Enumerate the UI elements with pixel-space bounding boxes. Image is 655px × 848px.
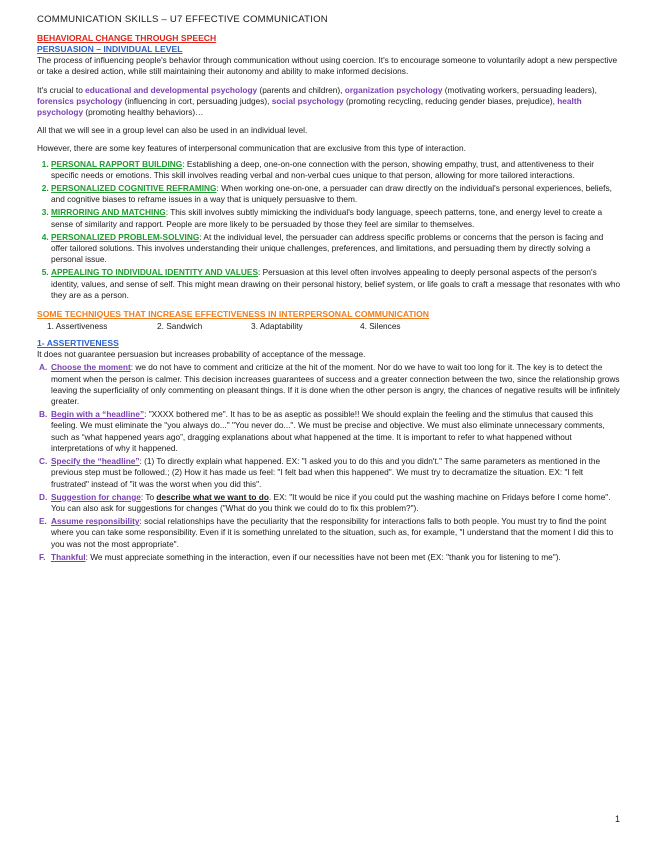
- techniques-title-text: SOME TECHNIQUES THAT INCREASE EFFECTIVENESS IN INTERPERSONAL COMMUNICATION: [37, 309, 429, 320]
- step-item: [37, 362, 622, 407]
- keyword: social psychology: [271, 95, 344, 106]
- feature-label: PERSONALIZED COGNITIVE REFRAMING: [51, 183, 217, 194]
- document-header: COMMUNICATION SKILLS – U7 EFFECTIVE COMMUNICATION: [37, 14, 328, 25]
- technique-item: 1. Assertiveness: [47, 321, 108, 332]
- step-text: : social relationships have the peculiarity that the responsibility for interactions falls to both people. You must try to find the point where you can take some responsibility. Even if it is something unrelated to the situation, such as, for example, "I understand that the moment I did this to you was not the most appropriate".: [51, 516, 614, 549]
- subsection-title: [37, 44, 622, 55]
- step-item: [37, 409, 622, 454]
- feature-text: : When working one-on-one, a persuader can draw directly on the individual's personal experiences, beliefs, and cognitive biases to reframe issues in a way that is uniquely persuasive to them.: [51, 183, 612, 205]
- step-item: [37, 492, 622, 514]
- step-item: [37, 456, 622, 490]
- step-text: : (1) To directly explain what happened. EX: "I asked you to do this and you didn't." The same parameters as mentioned in the previous step must be followed.; (2) How it has made us feel: "I felt bad when this happened". We must try to decramatize the situation. EX: "I felt frustrated" instead of "it was the worst when you did this".: [51, 456, 601, 489]
- step-label: Suggestion for change: [51, 491, 141, 502]
- feature-label: MIRRORING AND MATCHING: [51, 207, 166, 218]
- step-text: : We must appreciate something in the interaction, even if our necessities have not been met (EX: "thank you for listening to me").: [85, 551, 561, 562]
- technique-item: 3. Adaptability: [251, 321, 303, 332]
- step-marker: E.: [39, 516, 47, 527]
- feature-item: [51, 183, 622, 205]
- text-run: (promoting healthy behaviors)…: [83, 107, 204, 118]
- feature-label: PERSONAL RAPPORT BUILDING: [51, 158, 183, 169]
- techniques-title: [37, 309, 622, 320]
- step-label: Assume responsibility: [51, 516, 140, 527]
- keyword: forensics psychology: [37, 95, 123, 106]
- technique-item: 4. Silences: [360, 321, 401, 332]
- document-page: [37, 14, 622, 565]
- text-run: (motivating workers, persuading leaders),: [442, 84, 597, 95]
- assertiveness-steps: [37, 362, 622, 562]
- feature-item: [51, 207, 622, 229]
- step-marker: B.: [39, 409, 48, 420]
- technique-item: 2. Sandwich: [157, 321, 203, 332]
- feature-text: : Establishing a deep, one-on-one connection with the person, showing empathy, trust, and attentiveness to their specific needs or emotions. This skill involves reading verbal and non-verbal cues unique to that person, allowing for more tailored interactions.: [51, 158, 594, 180]
- step-text: : To: [140, 491, 157, 502]
- step-text: : "XXXX bothered me". It has to be as aseptic as possible!! We should explain the feeling and the stimulus that caused this feeling. We must eliminate the "you always do..." "You never do...". We must be precise and objective. We must also eliminate unnecessary comments, such as “what happened years ago”, dragging explanations about what happened at the time. It is important to refer to what happened without interpretations of why it happened.: [51, 409, 605, 453]
- feature-text: : At the individual level, the persuader can address specific problems or concerns that the person is facing and offer tailored solutions. This involves understanding their unique challenges, preferences, and limitations, and persuading them by directly solving a personal issue.: [51, 231, 604, 265]
- step-label: Choose the moment: [51, 362, 131, 373]
- step-text: . EX: "It would be nice if you could put the washing machine on Fridays before I come home". You can also ask for suggestions for changes ("What do you think we could do to fix this problem?").: [51, 491, 611, 513]
- step-marker: C.: [39, 456, 48, 467]
- keyword: organization psychology: [344, 84, 443, 95]
- step-label: Specify the “headline”: [51, 456, 140, 467]
- text-run: (promoting recycling, reducing gender biases, prejudice),: [343, 95, 558, 106]
- assertiveness-title-text: 1- ASSERTIVENESS: [37, 338, 119, 349]
- assertiveness-title: [37, 338, 622, 349]
- feature-text: : Persuasion at this level often involves appealing to deeply personal aspects of the person's identity, values, and sense of self. This might mean drawing on their personal history, belief system, or life goals to craft a message that resonates with who they are as a person.: [51, 267, 621, 300]
- step-emphasis: describe what we want to do: [156, 491, 269, 502]
- assertiveness-intro: It does not guarantee persuasion but increases probability of acceptance of the message.: [37, 349, 366, 360]
- intro-paragraph: The process of influencing people's behavior through communication without using coercion. It's to encourage someone to voluntarily adopt a new perspective or take a desired action, while still maintaining their autonomy and ability to make informed decisions.: [37, 55, 618, 77]
- step-marker: F.: [39, 551, 46, 562]
- feature-item: [51, 267, 622, 301]
- feature-label: APPEALING TO INDIVIDUAL IDENTITY AND VALUES: [51, 267, 258, 278]
- text-run: (parents and children),: [257, 84, 345, 95]
- feature-item: [51, 159, 622, 181]
- step-label: Thankful: [51, 551, 86, 562]
- feature-item: [51, 232, 622, 266]
- however-paragraph: However, there are some key features of interpersonal communication that are exclusive from this type of interaction.: [37, 143, 466, 154]
- group-level-paragraph: All that we will see in a group level can also be used in an individual level.: [37, 125, 308, 136]
- step-marker: D.: [39, 491, 48, 502]
- step-label: Begin with a “headline”: [51, 409, 145, 420]
- step-item: [37, 552, 622, 563]
- text-run: (influencing in cort, persuading judges),: [122, 95, 272, 106]
- subsection-title-text: PERSUASION – INDIVIDUAL LEVEL: [37, 44, 183, 55]
- step-item: [37, 516, 622, 550]
- feature-text: : This skill involves subtly mimicking the individual's body language, speech patterns, tone, and energy level to create a sense of similarity and rapport. People are more likely to be persuaded by those they feel are similar to themselves.: [51, 207, 603, 229]
- text-run: It's crucial to: [37, 84, 86, 95]
- page-number: 1: [614, 813, 620, 824]
- features-list: [37, 159, 622, 301]
- keyword: educational and developmental psychology: [85, 84, 258, 95]
- step-marker: A.: [39, 362, 48, 373]
- feature-label: PERSONALIZED PROBLEM-SOLVING: [51, 231, 200, 242]
- crucial-paragraph: [37, 85, 622, 119]
- section-title-text: BEHAVIORAL CHANGE THROUGH SPEECH: [37, 33, 217, 44]
- step-text: : we do not have to comment and criticize at the hit of the moment. Nor do we have to wait too long for it. The key is to detect the moment when the person is calmer. This decision increases guarantees of success and a greater connection between the two, since the relationship grows leaving the superficiality of only commenting on pleasant things. If it is done when the other person is angry, the chances of negative results will be infinitely greater.: [51, 362, 620, 407]
- section-title: [37, 33, 622, 44]
- keyword: health psychology: [37, 95, 582, 118]
- techniques-list: [47, 321, 622, 332]
